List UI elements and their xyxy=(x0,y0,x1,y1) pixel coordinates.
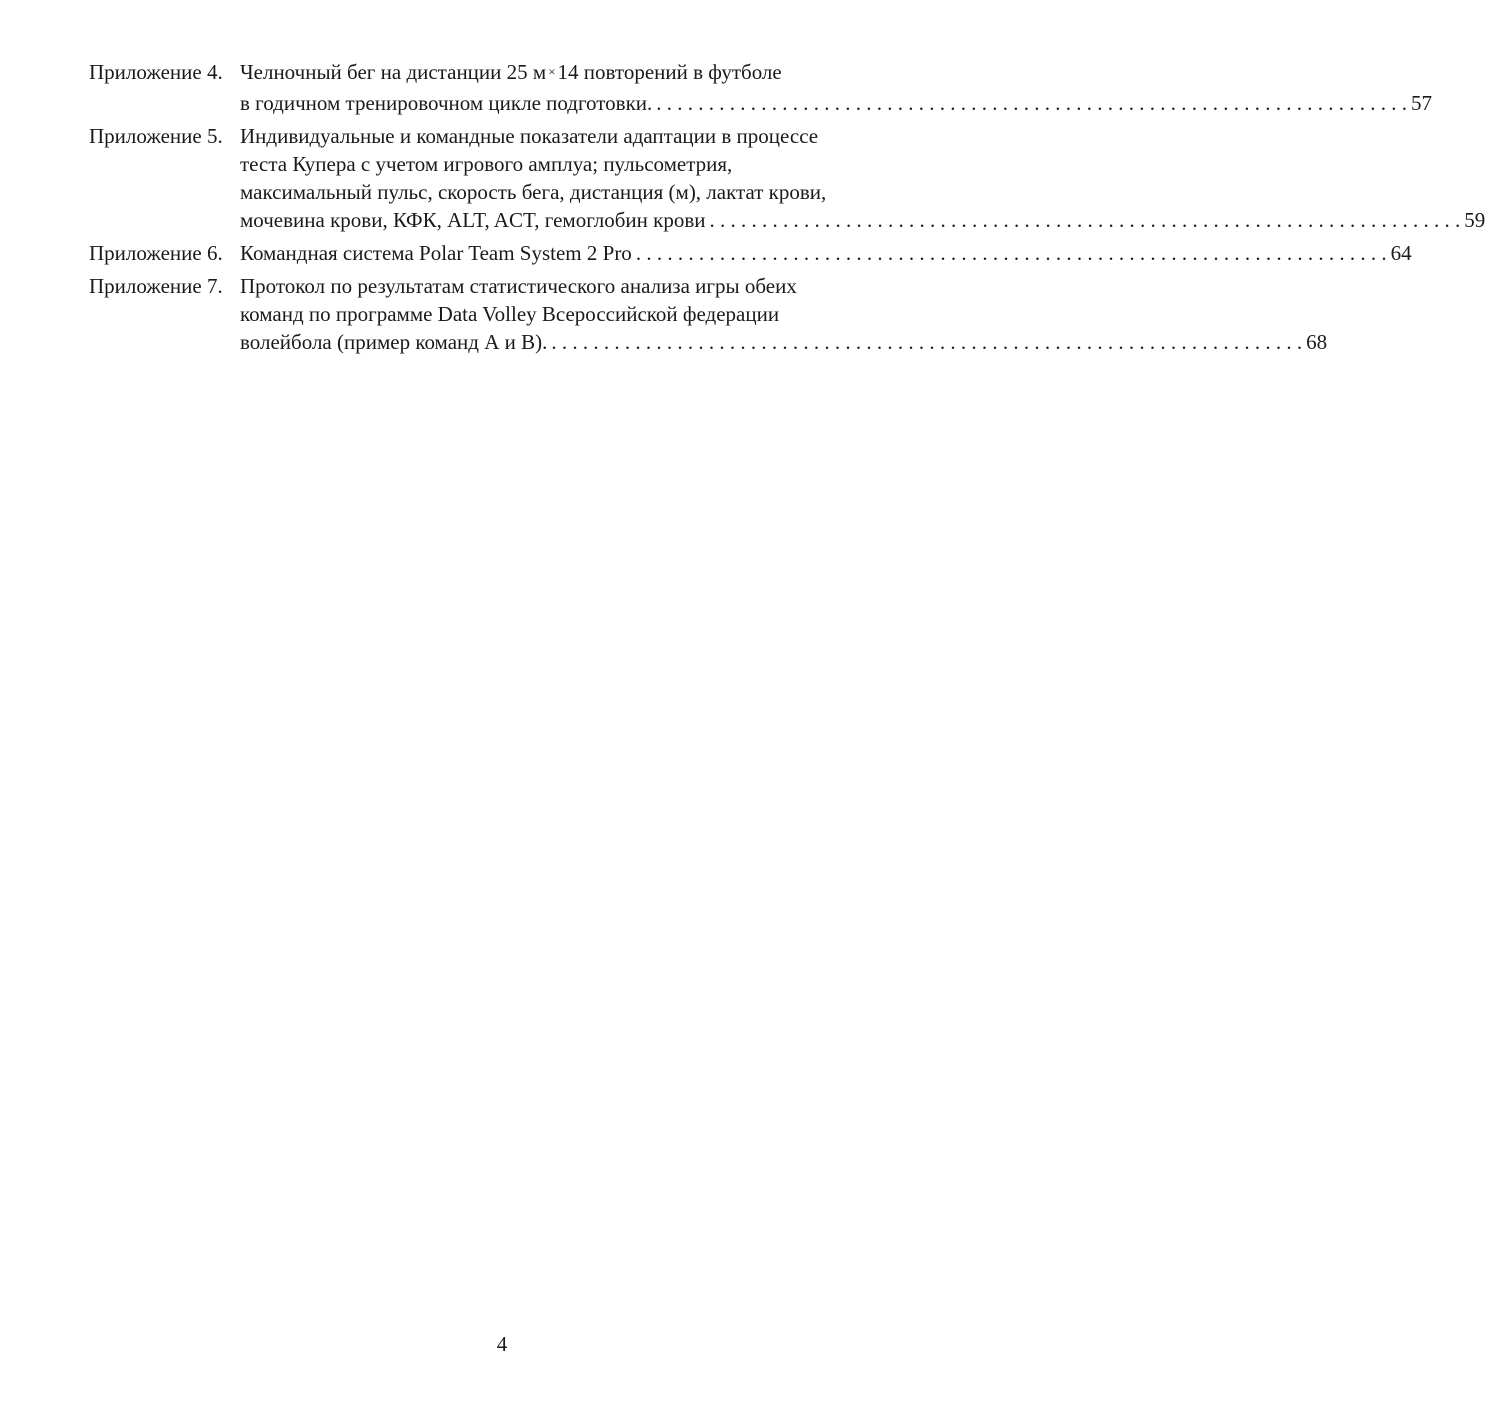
dot-leader xyxy=(656,89,1407,117)
toc-entry-body xyxy=(240,239,1412,267)
toc-page-number: 59 xyxy=(1464,208,1485,232)
toc-page-number: 64 xyxy=(1390,241,1412,265)
toc-entry-line: команд по программе Data Volley Всероссийской федерации xyxy=(240,302,780,326)
toc-entry-label: Приложение 7. xyxy=(89,274,223,298)
toc-entry-appendix-6[interactable] xyxy=(89,239,1412,267)
toc-entry-line: максимальный пульс, скорость бега, дистанция (м), лактат крови, xyxy=(240,180,827,204)
toc-entry-label: Приложение 6. xyxy=(89,241,223,265)
toc-text: волейбола (пример команд А и В). xyxy=(240,330,548,354)
toc-entry-label: Приложение 5. xyxy=(89,124,223,148)
dot-leader xyxy=(710,206,1461,234)
toc-text: в годичном тренировочном цикле подготовки. xyxy=(240,91,653,115)
dot-leader xyxy=(636,239,1387,267)
toc-page-number: 68 xyxy=(1306,330,1328,354)
toc-entry-line xyxy=(240,58,1432,89)
table-of-contents xyxy=(89,58,1485,361)
toc-entry-last-line xyxy=(240,239,1412,267)
toc-entry-body xyxy=(240,122,1485,234)
toc-entry-appendix-4[interactable] xyxy=(89,58,1433,117)
toc-entry-line: Индивидуальные и командные показатели адаптации в процессе xyxy=(240,124,819,148)
toc-entry-appendix-5[interactable] xyxy=(89,122,1485,234)
toc-entry-last-line xyxy=(240,89,1432,117)
times-sign: × xyxy=(548,64,556,79)
toc-entry-label: Приложение 4. xyxy=(89,60,223,84)
toc-text: Командная система Polar Team System 2 Pro xyxy=(240,241,632,265)
toc-entry-line: теста Купера с учетом игрового амплуа; пульсометрия, xyxy=(240,152,733,176)
page-footer-number: 4 xyxy=(496,1332,508,1356)
toc-entry-body xyxy=(240,272,1327,356)
toc-page-number: 57 xyxy=(1411,91,1433,115)
toc-entry-line: Протокол по результатам статистического анализа игры обеих xyxy=(240,274,797,298)
toc-text: Челночный бег на дистанции 25 м xyxy=(240,60,547,84)
toc-entry-last-line xyxy=(240,206,1485,234)
toc-entry-body xyxy=(240,58,1432,117)
toc-text: мочевина крови, КФК, ALT, ACT, гемоглобин крови xyxy=(240,208,706,232)
dot-leader xyxy=(551,328,1302,356)
toc-text: 14 повторений в футболе xyxy=(557,60,782,84)
toc-entry-appendix-7[interactable] xyxy=(89,272,1328,356)
toc-entry-last-line xyxy=(240,328,1327,356)
